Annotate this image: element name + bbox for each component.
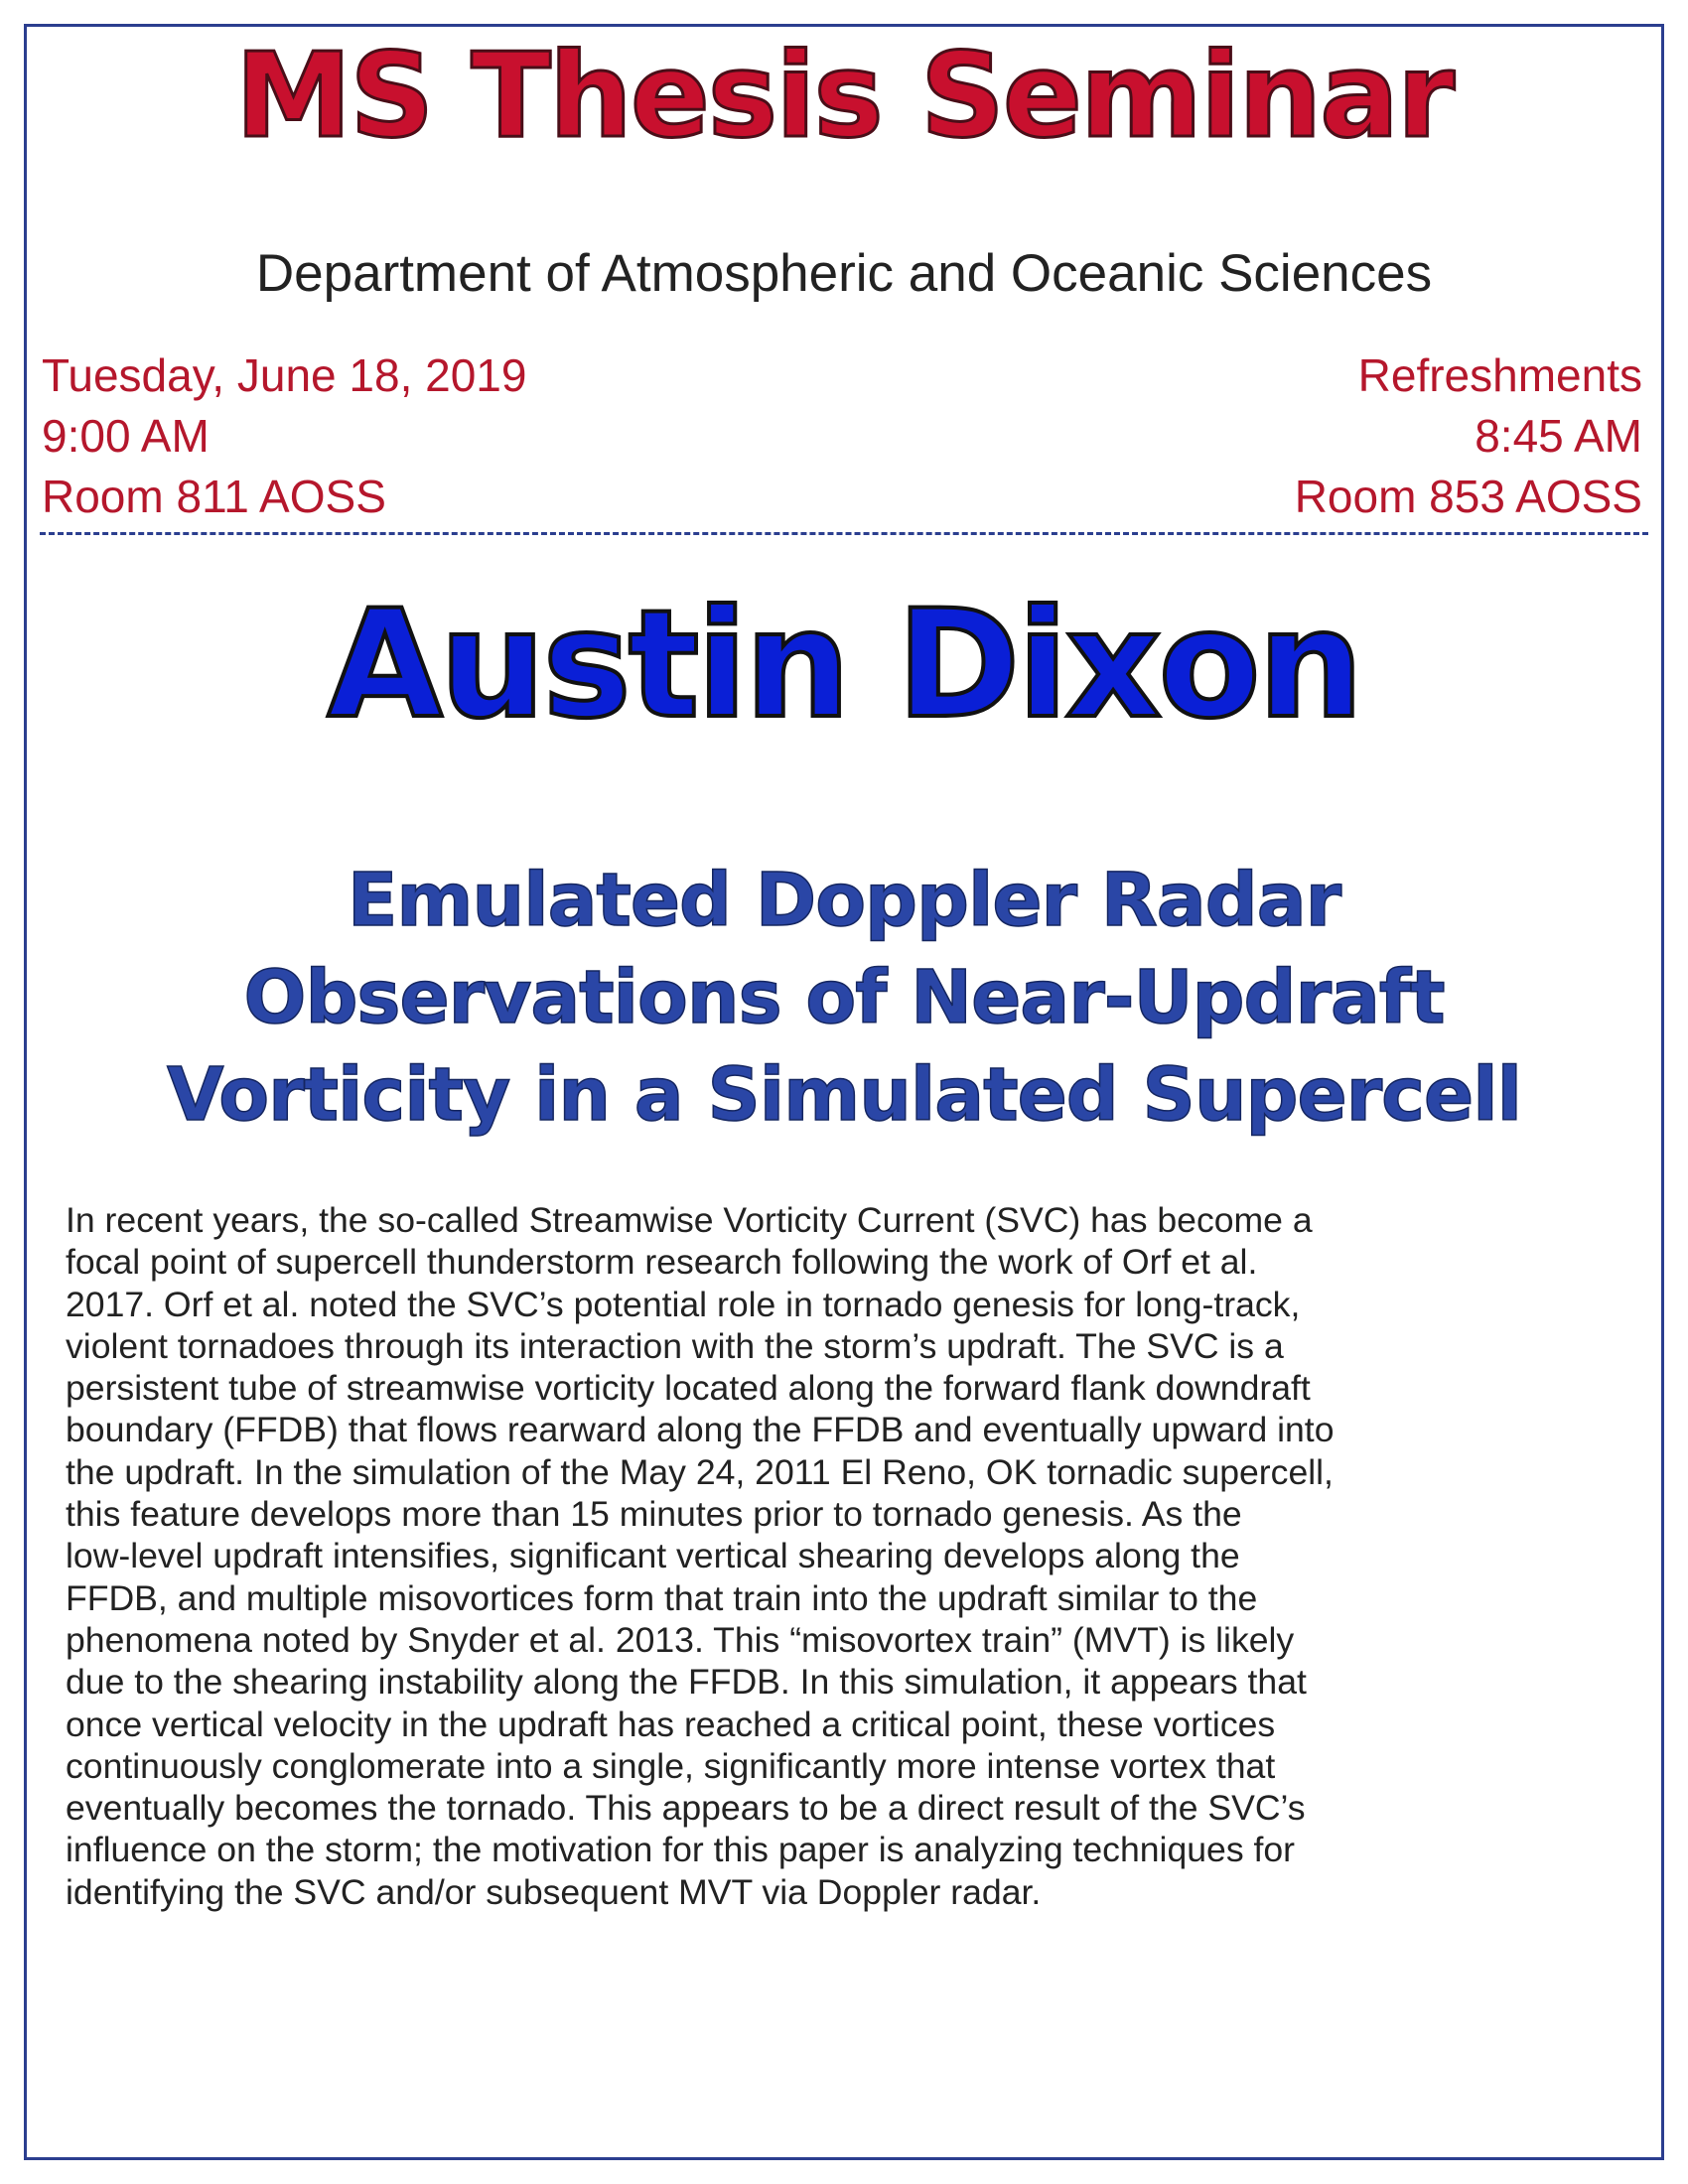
abstract-line: boundary (FFDB) that flows rearward along the FFDB and eventually upward into — [66, 1410, 1335, 1450]
abstract-line: eventually becomes the tornado. This appears to be a direct result of the SVC’s — [66, 1788, 1306, 1829]
abstract-line: FFDB, and multiple misovortices form that train into the updraft similar to the — [66, 1577, 1258, 1618]
seminar-title: MS Thesis Seminar — [234, 27, 1454, 164]
abstract-line: violent tornadoes through its interaction with the storm’s updraft. The SVC is a — [66, 1325, 1284, 1366]
abstract-line: low-level updraft intensifies, significant vertical shearing develops along the — [66, 1536, 1240, 1576]
event-time: 9:00 AM — [42, 410, 210, 462]
speaker-name: Austin Dixon — [327, 579, 1361, 751]
abstract — [66, 1199, 1654, 1913]
department-name: Department of Atmospheric and Oceanic Sciences — [255, 244, 1433, 303]
refreshments-room: Room 853 AOSS — [1294, 471, 1642, 522]
event-room: Room 811 AOSS — [42, 471, 386, 522]
talk-title-line: Observations of Near-Updraft — [243, 955, 1445, 1040]
abstract-line: this feature develops more than 15 minutes prior to tornado genesis. As the — [66, 1494, 1242, 1535]
abstract-line: identifying the SVC and/or subsequent MVT via Doppler radar. — [66, 1871, 1042, 1912]
event-date: Tuesday, June 18, 2019 — [42, 349, 527, 401]
refreshments-details — [1295, 345, 1642, 527]
talk-title — [40, 852, 1648, 1144]
talk-title-line: Emulated Doppler Radar — [347, 858, 1341, 943]
abstract-line: influence on the storm; the motivation for this paper is analyzing techniques for — [66, 1830, 1296, 1870]
abstract-line: phenomena noted by Snyder et al. 2013. This “misovortex train” (MVT) is likely — [66, 1619, 1295, 1660]
refreshments-time: 8:45 AM — [1475, 410, 1642, 462]
dashed-divider — [40, 532, 1648, 535]
abstract-line: persistent tube of streamwise vorticity located along the forward flank downdraft — [66, 1368, 1311, 1409]
refreshments-label: Refreshments — [1357, 349, 1642, 401]
abstract-line: continuously conglomerate into a single, significantly more intense vortex that — [66, 1745, 1276, 1786]
abstract-line: focal point of supercell thunderstorm research following the work of Orf et al. — [66, 1242, 1258, 1283]
abstract-line: the updraft. In the simulation of the May 24, 2011 El Reno, OK tornadic supercell, — [66, 1451, 1334, 1492]
abstract-line: due to the shearing instability along the FFDB. In this simulation, it appears that — [66, 1662, 1307, 1703]
abstract-line: once vertical velocity in the updraft has reached a critical point, these vortices — [66, 1704, 1276, 1744]
abstract-line: In recent years, the so-called Streamwise Vorticity Current (SVC) has become a — [66, 1200, 1313, 1240]
abstract-line: 2017. Orf et al. noted the SVC’s potential role in tornado genesis for long-track, — [66, 1284, 1301, 1324]
event-details — [42, 345, 526, 527]
talk-title-line: Vorticity in a Simulated Supercell — [167, 1052, 1521, 1138]
